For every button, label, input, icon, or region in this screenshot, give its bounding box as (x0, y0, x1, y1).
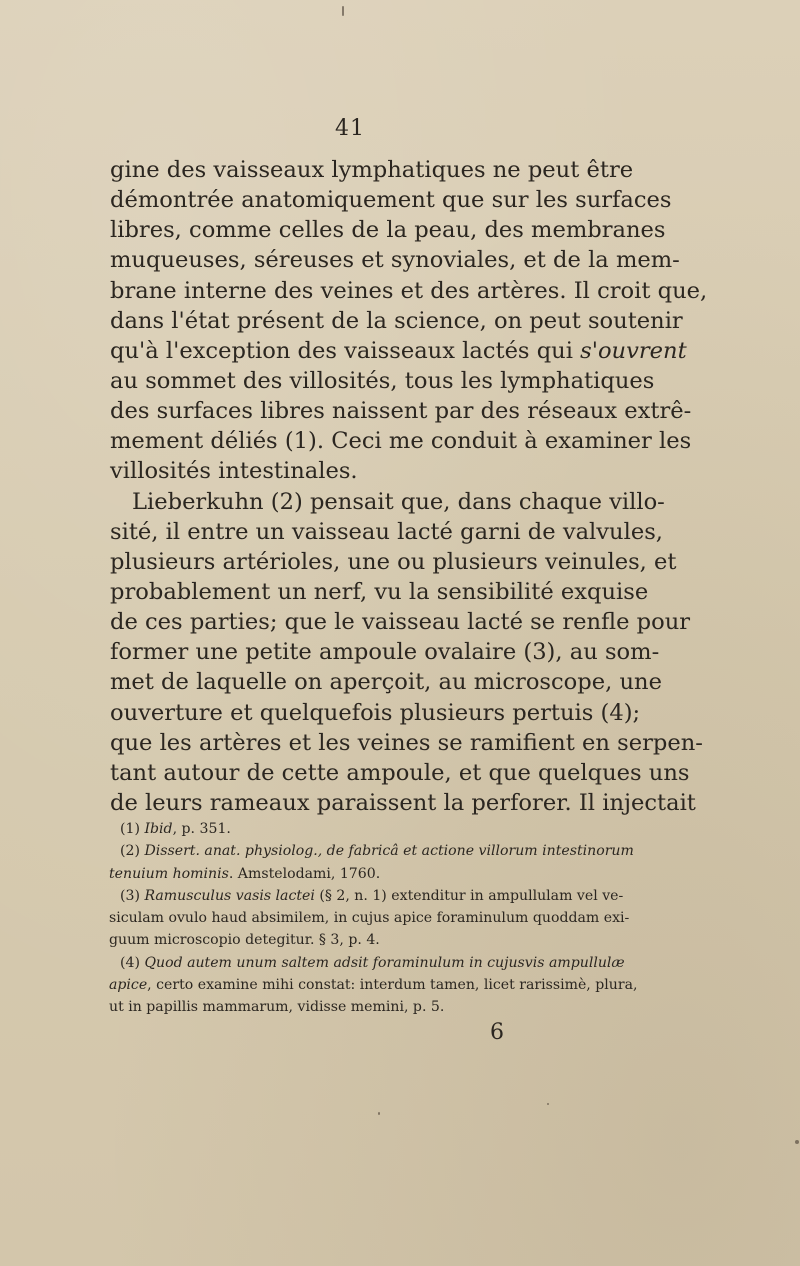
note-segment: guum microscopio detegitur. § 3, p. 4. (109, 932, 380, 949)
footnote-3-cont (109, 929, 596, 951)
note-segment: (2) (120, 843, 145, 860)
signature-mark: 6 (490, 1020, 504, 1045)
note-italic: Dissert. anat. physiolog., de fabricâ et actione villorum intestinorum (144, 843, 634, 860)
text-line: ouverture et quelquefois plusieurs pertuis (4); (110, 699, 641, 726)
note-italic: Ibid (144, 821, 173, 837)
note-segment: (4) (120, 954, 145, 971)
text-line: que les artères et les veines se ramifient en serpen- (110, 729, 703, 756)
text-line: libres, comme celles de la peau, des membranes (110, 217, 666, 244)
paper-speck (795, 1140, 799, 1144)
paragraph-first-line: Lieberkuhn (2) pensait que, dans chaque villo- (132, 488, 665, 515)
note-segment: (1) (120, 821, 145, 837)
text-line: sité, il entre un vaisseau lacté garni de valvules, (110, 518, 663, 545)
paper-speck (547, 1103, 549, 1105)
footnotes (109, 818, 638, 1019)
text-line: dans l'état présent de la science, on peut soutenir (110, 307, 683, 334)
text-line: muqueuses, séreuses et synoviales, et de la mem- (110, 247, 680, 274)
note-segment: , p. 351. (172, 821, 231, 837)
note-segment: (§ 2, n. 1) extenditur in ampullulam vel ve- (314, 887, 624, 904)
note-italic: apice (109, 977, 148, 994)
text-line (110, 336, 687, 366)
main-text (110, 155, 708, 818)
text-line: probablement un nerf, vu la sensibilité exquise (110, 578, 649, 605)
footnote-4 (120, 952, 625, 974)
text-line: former une petite ampoule ovalaire (3), au som- (110, 639, 660, 666)
text-line: gine des vaisseaux lymphatiques ne peut être (110, 157, 634, 183)
page-number: 41 (335, 116, 365, 141)
text-line: au sommet des villosités, tous les lymphatiques (110, 367, 655, 394)
note-italic: tenuium hominis (109, 865, 229, 882)
text-line: plusieurs artérioles, une ou plusieurs veinules, et (110, 548, 677, 575)
text-line: met de laquelle on aperçoit, au microscope, une (110, 669, 662, 696)
footnote-2-cont (109, 863, 596, 885)
footnote-3 (120, 885, 624, 907)
footnote-2 (120, 840, 634, 862)
footnote-4-cont (109, 996, 596, 1018)
note-segment: ut in papillis mammarum, vidisse memini, p. 5. (109, 999, 445, 1016)
text-line: de leurs rameaux paraissent la perforer. Il injectait (110, 789, 696, 816)
text-line: tant autour de cette ampoule, et que quelques uns (110, 759, 690, 786)
note-segment: (3) (120, 887, 145, 904)
text-line: villosités intestinales. (110, 458, 358, 485)
note-segment: , certo examine mihi constat: interdum tamen, licet rarissimè, plura, (147, 977, 638, 994)
footnote-1 (120, 818, 596, 840)
text-line: des surfaces libres naissent par des réseaux extrê- (110, 398, 692, 425)
text-line: mement déliés (1). Ceci me conduit à examiner les (110, 428, 692, 455)
italic-term: s'ouvrent (580, 337, 687, 364)
note-segment: siculam ovulo haud absimilem, in cujus apice foraminulum quoddam exi- (109, 910, 630, 927)
text-line: brane interne des veines et des artères. Il croit que, (110, 277, 708, 304)
paper-speck (378, 1112, 380, 1115)
text-line: démontrée anatomiquement que sur les surfaces (110, 187, 672, 214)
text-line: de ces parties; que le vaisseau lacté se renfle pour (110, 609, 691, 636)
note-segment: . Amstelodami, 1760. (228, 865, 381, 882)
text-segment: qu'à l'exception des vaisseaux lactés qui (110, 337, 581, 364)
footnote-3-cont (109, 907, 630, 929)
footnote-4-cont (109, 974, 638, 996)
paper-speck (342, 6, 344, 16)
note-italic: Quod autem unum saltem adsit foraminulum in cujusvis ampullulæ (144, 954, 625, 971)
note-italic: Ramusculus vasis lactei (144, 887, 315, 904)
